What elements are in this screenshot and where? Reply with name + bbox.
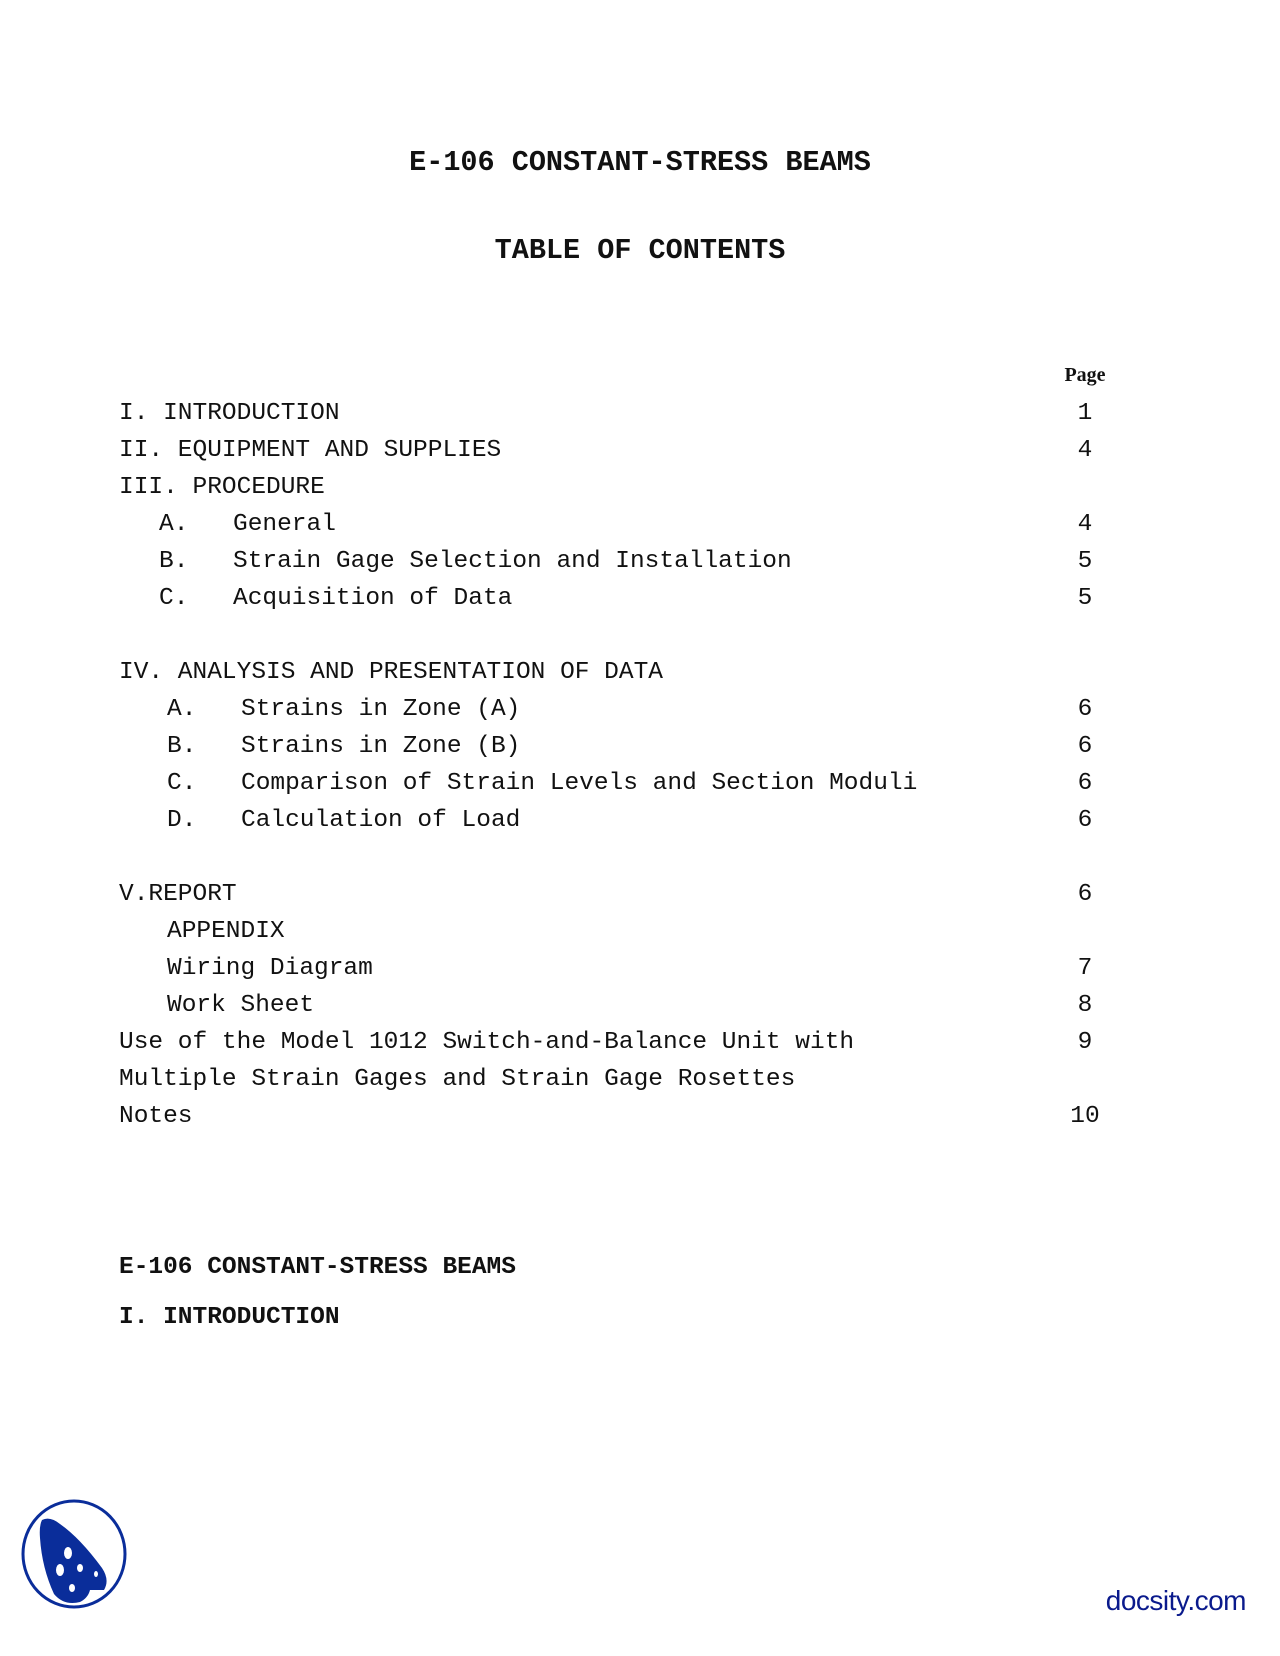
- toc-entry-letter: B.: [159, 548, 189, 575]
- toc-entry-letter: B.: [167, 733, 197, 760]
- toc-entry-page: 5: [1077, 548, 1093, 575]
- toc-entry-page: 9: [1077, 1029, 1093, 1056]
- toc-entry-label: Multiple Strain Gages and Strain Gage Rosettes: [119, 1066, 796, 1093]
- toc-entry-letter: A.: [159, 511, 189, 538]
- toc-entry-label: Strain Gage Selection and Installation: [233, 548, 792, 575]
- toc-entry-label: Wiring Diagram: [167, 955, 373, 982]
- toc-entry-label: V.REPORT: [119, 881, 237, 908]
- toc-entry-label: Acquisition of Data: [233, 585, 513, 612]
- toc-entry-label: Comparison of Strain Levels and Section Moduli: [241, 770, 918, 797]
- toc-entry-letter: A.: [167, 696, 197, 723]
- toc-entry-page: 6: [1077, 733, 1093, 760]
- toc-entry-page: 6: [1077, 881, 1093, 908]
- toc-entry-page: 1: [1077, 400, 1093, 427]
- toc-entry-page: 4: [1077, 437, 1093, 464]
- docsity-brand-link[interactable]: docsity.com: [1105, 1585, 1246, 1616]
- toc-entry-page: 6: [1077, 807, 1093, 834]
- toc-entry-label: Work Sheet: [167, 992, 315, 1019]
- toc-entry-label: Calculation of Load: [241, 807, 521, 834]
- toc-entry-label: I. INTRODUCTION: [119, 400, 340, 427]
- toc-entry-label: III. PROCEDURE: [119, 474, 325, 501]
- toc-entry-label: II. EQUIPMENT AND SUPPLIES: [119, 437, 502, 464]
- toc-entry-label: Strains in Zone (B): [241, 733, 521, 760]
- section-subheading: I. INTRODUCTION: [119, 1304, 340, 1331]
- toc-entry-page: 10: [1070, 1103, 1100, 1130]
- toc-entry-label: Notes: [119, 1103, 193, 1130]
- toc-entry-page: 5: [1077, 585, 1093, 612]
- docsity-logo-icon: [20, 1498, 130, 1615]
- document-title: E-106 CONSTANT-STRESS BEAMS: [409, 146, 871, 179]
- toc-entry-letter: C.: [167, 770, 197, 797]
- toc-entry-label: Use of the Model 1012 Switch-and-Balance Unit with: [119, 1029, 855, 1056]
- toc-entry-page: 4: [1077, 511, 1093, 538]
- toc-entry-page: 7: [1077, 955, 1093, 982]
- toc-entry-label: General: [233, 511, 336, 538]
- section-heading: E-106 CONSTANT-STRESS BEAMS: [119, 1254, 516, 1281]
- toc-entry-label: IV. ANALYSIS AND PRESENTATION OF DATA: [119, 659, 663, 686]
- toc-entry-page: 6: [1077, 770, 1093, 797]
- toc-entry-letter: C.: [159, 585, 189, 612]
- page-column-header: Page: [1064, 364, 1106, 386]
- toc-entry-label: APPENDIX: [167, 918, 285, 945]
- toc-entry-label: Strains in Zone (A): [241, 696, 521, 723]
- toc-entry-letter: D.: [167, 807, 197, 834]
- toc-entry-page: 8: [1077, 992, 1093, 1019]
- toc-title: TABLE OF CONTENTS: [494, 234, 786, 267]
- toc-entry-page: 6: [1077, 696, 1093, 723]
